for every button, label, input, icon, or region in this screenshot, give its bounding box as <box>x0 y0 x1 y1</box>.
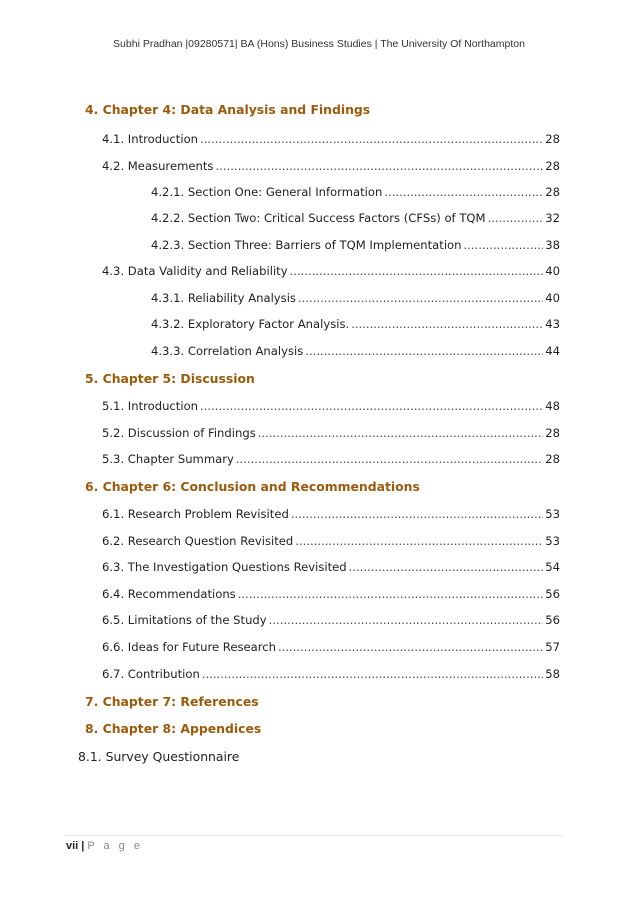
toc-entry-4-3-1[interactable] <box>151 290 560 306</box>
page-footer <box>66 840 143 852</box>
toc-entry-label: 4.3.3. Correlation Analysis <box>151 344 304 358</box>
dot-leader <box>238 586 544 602</box>
toc-entry-4-2-2[interactable] <box>151 210 560 226</box>
toc-entry-label: 4.2. Measurements <box>102 159 214 173</box>
toc-entry-6-2[interactable] <box>102 533 560 549</box>
toc-entry-label: 6.5. Limitations of the Study <box>102 613 267 627</box>
dot-leader <box>202 666 543 682</box>
dot-leader <box>351 316 543 332</box>
dot-leader <box>236 451 543 467</box>
toc-chapter-8[interactable]: 8. Chapter 8: Appendices <box>85 721 262 736</box>
toc-entry-4-2-3[interactable] <box>151 237 560 253</box>
toc-entry-label: 5.3. Chapter Summary <box>102 452 234 466</box>
dot-leader <box>278 639 543 655</box>
dot-leader <box>291 506 543 522</box>
toc-entry-6-5[interactable] <box>102 612 560 628</box>
toc-entry-label: 4.2.1. Section One: General Information <box>151 185 383 199</box>
dot-leader <box>215 158 543 174</box>
toc-entry-label: 6.6. Ideas for Future Research <box>102 640 276 654</box>
dot-leader <box>384 184 543 200</box>
toc-entry-6-3[interactable] <box>102 559 560 575</box>
toc-entry-page: 53 <box>545 534 560 548</box>
dot-leader <box>349 559 544 575</box>
toc-entry-5-1[interactable] <box>102 398 560 414</box>
running-header: Subhi Pradhan |09280571| BA (Hons) Business Studies | The University Of Northampton <box>113 38 525 50</box>
toc-entry-4-2[interactable] <box>102 158 560 174</box>
dot-leader <box>295 533 543 549</box>
dot-leader <box>298 290 543 306</box>
dot-leader <box>200 398 543 414</box>
toc-chapter-4[interactable]: 4. Chapter 4: Data Analysis and Findings <box>85 102 371 117</box>
dot-leader <box>305 343 543 359</box>
dot-leader <box>269 612 544 628</box>
toc-entry-6-6[interactable] <box>102 639 560 655</box>
toc-entry-page: 56 <box>545 587 560 601</box>
toc-chapter-6[interactable]: 6. Chapter 6: Conclusion and Recommendations <box>85 479 420 494</box>
toc-entry-label: 5.2. Discussion of Findings <box>102 426 256 440</box>
toc-entry-6-7[interactable] <box>102 666 560 682</box>
toc-entry-label: 6.2. Research Question Revisited <box>102 534 294 548</box>
toc-entry-4-2-1[interactable] <box>151 184 560 200</box>
toc-entry-page: 43 <box>545 317 560 331</box>
toc-entry-label: 4.1. Introduction <box>102 132 199 146</box>
toc-entry-6-1[interactable] <box>102 506 560 522</box>
toc-entry-label: 4.3. Data Validity and Reliability <box>102 264 288 278</box>
toc-chapter-5[interactable]: 5. Chapter 5: Discussion <box>85 371 255 386</box>
page-number: vii <box>66 840 79 852</box>
toc-entry-label: 6.3. The Investigation Questions Revisited <box>102 560 347 574</box>
toc-entry-6-4[interactable] <box>102 586 560 602</box>
toc-entry-5-3[interactable] <box>102 451 560 467</box>
toc-entry-page: 44 <box>545 344 560 358</box>
toc-entry-page: 58 <box>545 667 560 681</box>
footer-divider <box>64 835 563 836</box>
dot-leader <box>258 425 544 441</box>
toc-entry-4-3[interactable] <box>102 263 560 279</box>
toc-entry-page: 28 <box>545 452 560 466</box>
toc-entry-label: 5.1. Introduction <box>102 399 199 413</box>
footer-separator: | <box>81 840 85 852</box>
toc-entry-page: 54 <box>545 560 560 574</box>
toc-entry-page: 53 <box>545 507 560 521</box>
toc-entry-4-3-2[interactable] <box>151 316 560 332</box>
toc-entry-label: 4.2.2. Section Two: Critical Success Factors (CFSs) of TQM <box>151 211 486 225</box>
toc-entry-label: 6.7. Contribution <box>102 667 200 681</box>
toc-entry-label: 4.3.2. Exploratory Factor Analysis. <box>151 317 350 331</box>
toc-entry-page: 40 <box>545 264 560 278</box>
toc-entry-label: 6.1. Research Problem Revisited <box>102 507 289 521</box>
toc-entry-page: 38 <box>545 238 560 252</box>
toc-entry-page: 28 <box>545 159 560 173</box>
dot-leader <box>200 131 543 147</box>
toc-entry-5-2[interactable] <box>102 425 560 441</box>
dot-leader <box>488 210 544 226</box>
toc-entry-4-3-3[interactable] <box>151 343 560 359</box>
toc-entry-page: 57 <box>545 640 560 654</box>
dot-leader <box>463 237 543 253</box>
toc-entry-page: 28 <box>545 132 560 146</box>
toc-entry-page: 48 <box>545 399 560 413</box>
toc-entry-page: 56 <box>545 613 560 627</box>
toc-entry-8-1[interactable]: 8.1. Survey Questionnaire <box>78 749 240 764</box>
toc-chapter-7[interactable]: 7. Chapter 7: References <box>85 694 259 709</box>
toc-entry-page: 32 <box>545 211 560 225</box>
toc-entry-4-1[interactable] <box>102 131 560 147</box>
toc-entry-label: 4.3.1. Reliability Analysis <box>151 291 296 305</box>
toc-entry-label: 6.4. Recommendations <box>102 587 236 601</box>
toc-entry-page: 28 <box>545 185 560 199</box>
toc-entry-page: 40 <box>545 291 560 305</box>
dot-leader <box>290 263 544 279</box>
toc-entry-page: 28 <box>545 426 560 440</box>
page-word: P a g e <box>87 840 143 852</box>
toc-entry-label: 4.2.3. Section Three: Barriers of TQM Implementation <box>151 238 462 252</box>
